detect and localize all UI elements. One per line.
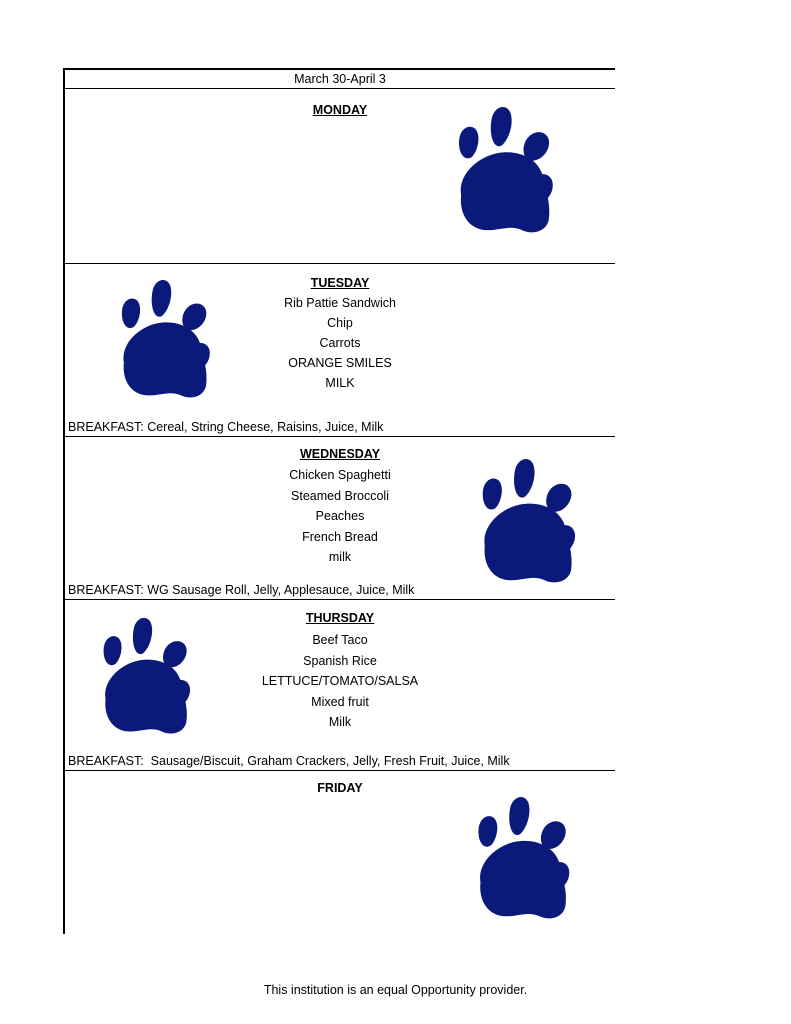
day-row-friday: [65, 771, 615, 934]
paw-print-icon: [441, 99, 569, 241]
paw-print-icon: [465, 451, 591, 591]
paw-print-icon: [105, 272, 225, 406]
day-title-tuesday: TUESDAY: [310, 276, 370, 290]
menu-item: Beef Taco: [312, 633, 368, 647]
menu-table: [63, 68, 615, 934]
breakfast-thursday: BREAKFAST: Sausage/Biscuit, Graham Crackers, Jelly, Fresh Fruit, Juice, Milk: [68, 754, 510, 768]
menu-item: Rib Pattie Sandwich: [284, 296, 396, 310]
menu-item: Chip: [327, 316, 353, 330]
menu-item: Spanish Rice: [303, 653, 377, 668]
day-title-friday: FRIDAY: [317, 781, 363, 795]
menu-item: LETTUCE/TOMATO/SALSA: [261, 674, 419, 688]
menu-item: Chicken Spaghetti: [289, 468, 391, 482]
breakfast-wednesday: BREAKFAST: WG Sausage Roll, Jelly, Applesauce, Juice, Milk: [68, 583, 415, 597]
breakfast-tuesday: BREAKFAST: Cereal, String Cheese, Raisins, Juice, Milk: [68, 420, 384, 434]
menu-item: Steamed Broccoli: [291, 488, 389, 503]
day-row-tuesday: [65, 264, 615, 437]
menu-item: Mixed fruit: [311, 694, 369, 709]
menu-item: Carrots: [319, 336, 361, 350]
day-row-wednesday: [65, 437, 615, 600]
day-title-monday: MONDAY: [312, 103, 368, 117]
equal-opportunity-footer: This institution is an equal Opportunity provider.: [263, 983, 528, 997]
paw-print-icon: [87, 610, 205, 742]
menu-item: French Bread: [302, 529, 378, 544]
menu-item: milk: [328, 550, 352, 564]
menu-item: Peaches: [315, 509, 365, 523]
day-row-thursday: [65, 600, 615, 771]
menu-item: Milk: [328, 715, 352, 729]
menu-item: MILK: [325, 376, 355, 390]
day-row-monday: [65, 89, 615, 264]
day-title-thursday: THURSDAY: [305, 611, 375, 625]
day-title-wednesday: WEDNESDAY: [299, 447, 381, 461]
paw-print-icon: [461, 789, 585, 927]
menu-item: ORANGE SMILES: [288, 356, 392, 370]
date-range-header: March 30-April 3: [65, 70, 615, 89]
